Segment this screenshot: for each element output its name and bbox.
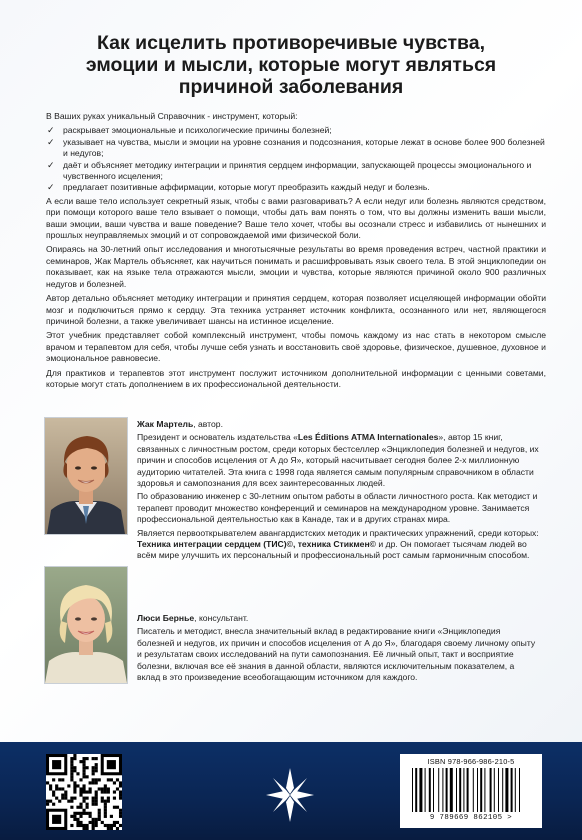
author-bio-bernier: Люси Бернье, консультант. Писатель и методист, внесла значительный вклад в редактирование книги «Энциклопедия болезней и недугов, их причин и способов исцеления от А до Я», благодаря своему личному опыту и результатам своих исследований на пути самопознания. Её личный опыт, такт и восприятие болезни, включая все её знания в данной области, являются исключительным показателем, а вклад в это произведение всеобогащающим источником для каждого. <box>137 613 539 685</box>
intro-paragraph: Для практиков и терапевтов этот инструмент послужит источником дополнительной информации с ценными советами, которые могут стать дополнением в их профессиональной деятельности. <box>46 367 546 389</box>
title-line-1: Как исцелить противоречивые чувства, <box>97 32 485 54</box>
intro-paragraph: Опираясь на 30-летний опыт исследования и многотысячные результаты во время проведения встреч, частной практики и семинаров, Жак Мартель объясняет, как научиться понимать и расшифровывать язык своего тела. В этой энциклопедии он показывает, как на языке тела отражаются мысли, эмоции и чувства, которые являются причиной около 900 различных недугов и болезней. <box>46 244 546 289</box>
title-line-2: эмоции и мысли, которые могут являться <box>85 54 497 76</box>
publisher-logo-icon <box>264 766 316 824</box>
footer-band <box>0 742 582 840</box>
check-icon: ✓ <box>47 182 55 193</box>
barcode-number: 9 789669 862105 > <box>429 814 513 822</box>
bio-paragraph: По образованию инженер с 30-летним опытом работы в области личностного роста. Как методист и терапевт проводит множество конференций и семинаров на международном уровне. Занимается профессиональной деятельностью как в Канаде, так и в других странах мира. <box>137 491 538 525</box>
portrait-woman-image <box>45 567 127 683</box>
checklist-item: ✓ предлагает позитивные аффирмации, которые могут преобразить каждый недуг и болезнь. <box>47 182 430 193</box>
checklist-item: ✓ указывает на чувства, мысли и эмоции на уровне сознания и подсознания, которые лежат в основе более 900 болезней и недугов; <box>47 136 545 159</box>
qr-code-image <box>46 754 122 830</box>
author-bio-martel: Жак Мартель, автор. Президент и основатель издательства «Les Éditions ATMA Internationales», автор 15 книг, связанных с личностным ростом, среди которых бестселлер «Энциклопедия болезней и недугов, их причин и способов исцеления от А до Я», который насчитывает сегодня более 2-х миллионную аудиторию читателей. Эта книга с 1998 года является самым популярным справочником в области здоровья и самопознания для всех заинтересованных людей. По образованию инженер с 30-летним опытом работы в области личностного роста. Как методист и терапевт проводит множество конференций и семинаров на международном уровне. Занимается профессиональной деятельностью как в Канаде, так и в других странах мира. Является первооткрывателем авангардистских методик и практических упражнений, среди которых: Техника интеграции сердцем (ТИС)©, техника Стикмен© и др. Он помогает тысячам людей во всём мире улучшить их персональный и профессиональный рост самым гармоничным способом. <box>137 419 539 561</box>
intro-paragraph: А если ваше тело использует секретный язык, чтобы с вами разговаривать? А если недуг или болезнь являются средством, при помощи которого ваше тело взывает о помощи, чтобы дать вам понять о том, что вы должны изменить ваши мысли, ваши эмоции, ваши чувства и ваше поведение? Ваше тело хочет, чтобы вы осознали стресс и избавились от нынешних и прошлых неуправляемых эмоций и от сопровождаемой ими физической боли. <box>46 195 546 241</box>
bio-paragraph: Писатель и методист, внесла значительный вклад в редактирование книги «Энциклопедия болезней и недугов, их причин и способов исцеления от А до Я», благодаря своему личному опыту и результатам своих исследований на пути самопознания. Её личный опыт, такт и восприятие болезни, включая все её знания в данной области, являются исключительным показателем, а вклад в это произведение всеобогащающим источником для каждого. <box>137 626 536 683</box>
check-icon: ✓ <box>47 159 55 170</box>
technique-names: Техника интеграции сердцем (ТИС)©, техника Стикмен© <box>137 539 376 550</box>
portrait-man-image <box>45 418 127 534</box>
checklist-item: ✓ даёт и объясняет методику интеграции и принятия сердцем информации, запускающей процессы эмоционального и чувственного исцеления; <box>47 159 532 182</box>
intro-text <box>46 111 546 393</box>
intro-lead: В Ваших руках уникальный Справочник - инструмент, который: <box>46 111 298 121</box>
author-photo-martel <box>45 418 127 534</box>
title-line-3: причиной заболевания <box>178 76 404 98</box>
feature-checklist <box>46 125 546 193</box>
author-name-bernier: Люси Бернье <box>137 613 195 623</box>
barcode <box>400 754 542 828</box>
intro-paragraph: Автор детально объясняет методику интеграции и принятия сердцем, которая позволяет исцеляющей информации обойти мозг и подключиться прямо к сердцу. Эта техника устраняет источник конфликта, осознанного или нет, являющегося причиной болезни, а также увеличивает шансы на истинное исцеление. <box>46 293 546 326</box>
publisher-name: Les Éditions ATMA Internationales <box>297 432 439 443</box>
page-title <box>40 32 542 98</box>
barcode-bars-image <box>410 768 532 812</box>
qr-code <box>46 754 122 830</box>
author-photo-bernier <box>45 567 127 683</box>
check-icon: ✓ <box>47 136 55 147</box>
checklist-item: ✓ раскрывает эмоциональные и психологические причины болезней; <box>47 125 332 136</box>
author-name-martel: Жак Мартель <box>137 419 194 429</box>
check-icon: ✓ <box>47 125 55 136</box>
isbn-text: ISBN 978-966-986-210-5 <box>427 757 515 766</box>
intro-paragraph: Этот учебник представляет собой комплексный инструмент, чтобы помочь каждому из нас стать в некотором смысле врачом и терапевтом для себя, чтобы лучше себя узнать и восстановить своё здоровье, физическое, душевное, духовное и эмоциональное равновесие. <box>46 330 546 364</box>
